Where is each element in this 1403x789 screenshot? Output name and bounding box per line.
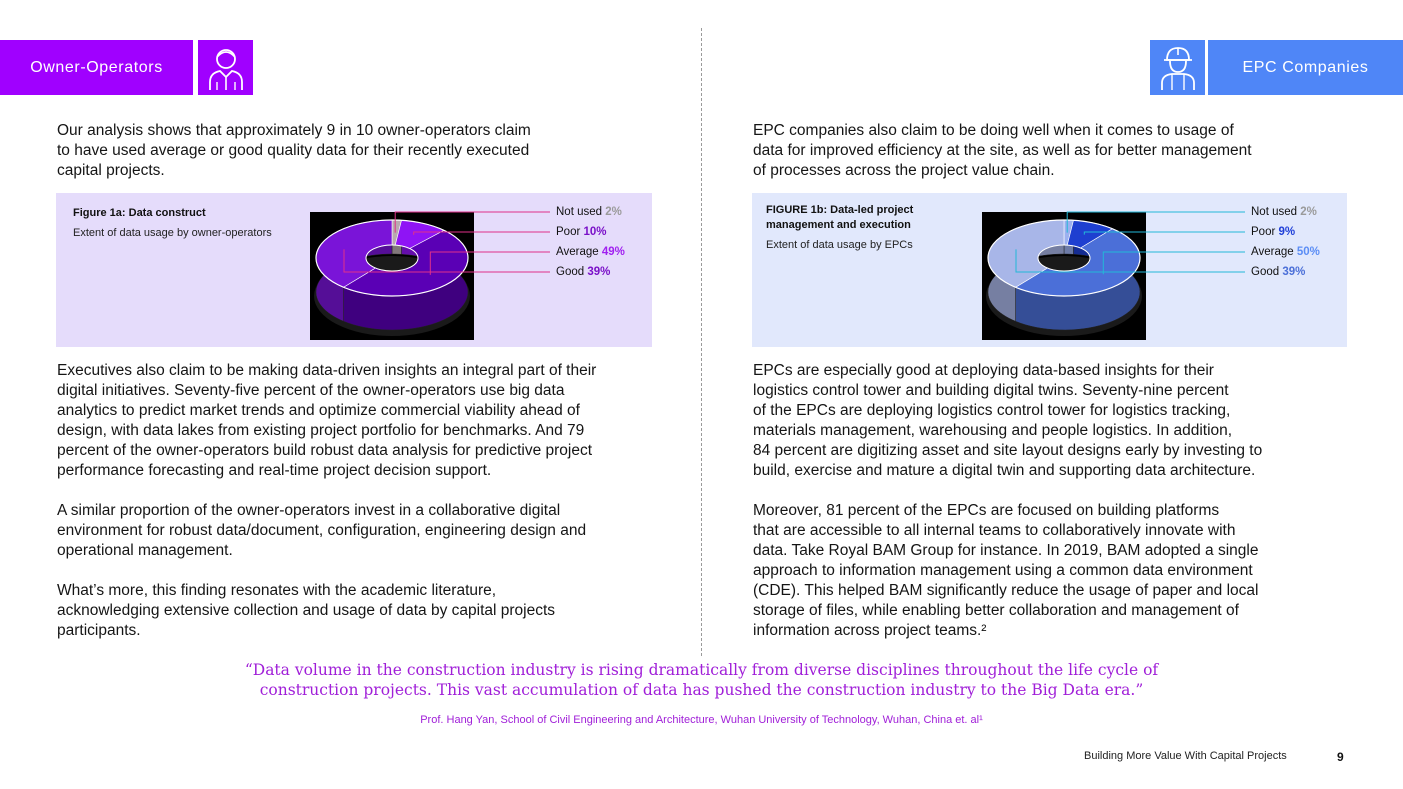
right-body-paragraph-1: EPCs are especially good at deploying data-based insights for their logistics control tower and building digital twins. Seventy-nine percent of the EPCs are deploying logistics control tower for logistics tracking, materials management, warehousing and people logistics. In addition, 84 percent are digitizing asset and site layout designs early by investing to build, exercise and mature a digital twin and supporting data architecture. [753, 362, 1263, 479]
figure-1b-panel [752, 193, 1347, 347]
left-body-paragraph-3: What’s more, this finding resonates with the academic literature, acknowledging extensive collection and usage of data by capital projects participants. [57, 582, 556, 639]
leader-line-poor [1084, 232, 1245, 235]
hardhat-worker-icon [1150, 40, 1205, 95]
left-body [57, 361, 682, 641]
page-number: 9 [1337, 750, 1344, 764]
leader-line-good [344, 249, 550, 272]
left-body-paragraph-2: A similar proportion of the owner-operators invest in a collaborative digital environment for robust data/document, configuration, engineering design and operational management. [57, 502, 587, 559]
legend-value: 2% [1300, 206, 1317, 218]
figure-1b-title: FIGURE 1b: Data-led project management and execution [766, 204, 914, 231]
legend-item [1251, 242, 1320, 262]
legend-item [556, 242, 625, 262]
right-body-paragraph-2: Moreover, 81 percent of the EPCs are focused on building platforms that are accessible to all internal teams to collaboratively innovate with data. Take Royal BAM Group for instance. In 2019, BAM adopted a single approach to information management using a common data environment (CDE). This helped BAM significantly reduce the usage of paper and local storage of files, while enabling better collaboration and management of information across project teams.² [753, 502, 1259, 639]
left-intro-text: Our analysis shows that approximately 9 in 10 owner-operators claim to have used average or good quality data for their recently executed capital projects. [57, 122, 531, 179]
leader-line-good [1016, 249, 1245, 272]
owner-operators-tag: Owner-Operators [0, 40, 193, 95]
legend-item [556, 222, 625, 242]
figure-1a-subtitle: Extent of data usage by owner-operators [73, 227, 272, 239]
legend-item [1251, 262, 1320, 282]
figure-1a-panel [56, 193, 652, 347]
legend-label: Not used [556, 206, 603, 218]
figure-1a-legend [556, 202, 625, 282]
leader-line-average [1103, 252, 1245, 274]
right-body [753, 361, 1378, 641]
left-intro [57, 121, 677, 181]
legend-label: Average [1251, 246, 1294, 258]
legend-label: Average [556, 246, 599, 258]
legend-value: 10% [583, 226, 607, 238]
legend-value: 49% [601, 246, 625, 258]
page-divider [701, 28, 702, 656]
footer-title: Building More Value With Capital Projects [1084, 750, 1287, 762]
legend-label: Good [1251, 266, 1280, 278]
legend-value: 39% [1282, 266, 1306, 278]
legend-value: 2% [605, 206, 622, 218]
legend-value: 39% [587, 266, 611, 278]
figure-1a-title: Figure 1a: Data construct [73, 207, 206, 219]
epc-companies-tag: EPC Companies [1208, 40, 1403, 95]
legend-item [556, 262, 625, 282]
leader-line-average [430, 252, 550, 275]
legend-label: Poor [556, 226, 581, 238]
pull-quote: “Data volume in the construction industry is rising dramatically from diverse disciplines throughout the life cycle of construction projects. This vast accumulation of data has pushed the construction industry to the Big Data era.” [244, 661, 1159, 699]
quote-citation: Prof. Hang Yan, School of Civil Engineering and Architecture, Wuhan University of Technology, Wuhan, China et. al¹ [420, 714, 983, 726]
figure-1b-subtitle: Extent of data usage by EPCs [766, 239, 913, 251]
leader-line-not-used [395, 212, 550, 233]
left-body-paragraph-1: Executives also claim to be making data-driven insights an integral part of their digital initiatives. Seventy-five percent of the owner-operators use big data analytics to predict market trends and optimize commercial viability ahead of design, with data lakes from existing project portfolio for benchmarks. And 79 percent of the owner-operators build robust data analysis for predictive project performance forecasting and real-time project decision support. [57, 362, 597, 479]
legend-item [556, 202, 625, 222]
leader-line-not-used [1067, 212, 1245, 233]
figure-1b-legend [1251, 202, 1320, 282]
legend-value: 50% [1296, 246, 1320, 258]
legend-label: Poor [1251, 226, 1276, 238]
leader-line-poor [414, 232, 550, 235]
legend-label: Good [556, 266, 585, 278]
construction-worker-icon [198, 40, 253, 95]
legend-item [1251, 202, 1320, 222]
right-intro [753, 121, 1373, 181]
right-intro-text: EPC companies also claim to be doing well when it comes to usage of data for improved efficiency at the site, as well as for better management of processes across the project value chain. [753, 122, 1252, 179]
legend-value: 9% [1278, 226, 1296, 238]
legend-label: Not used [1251, 206, 1298, 218]
legend-item [1251, 222, 1320, 242]
